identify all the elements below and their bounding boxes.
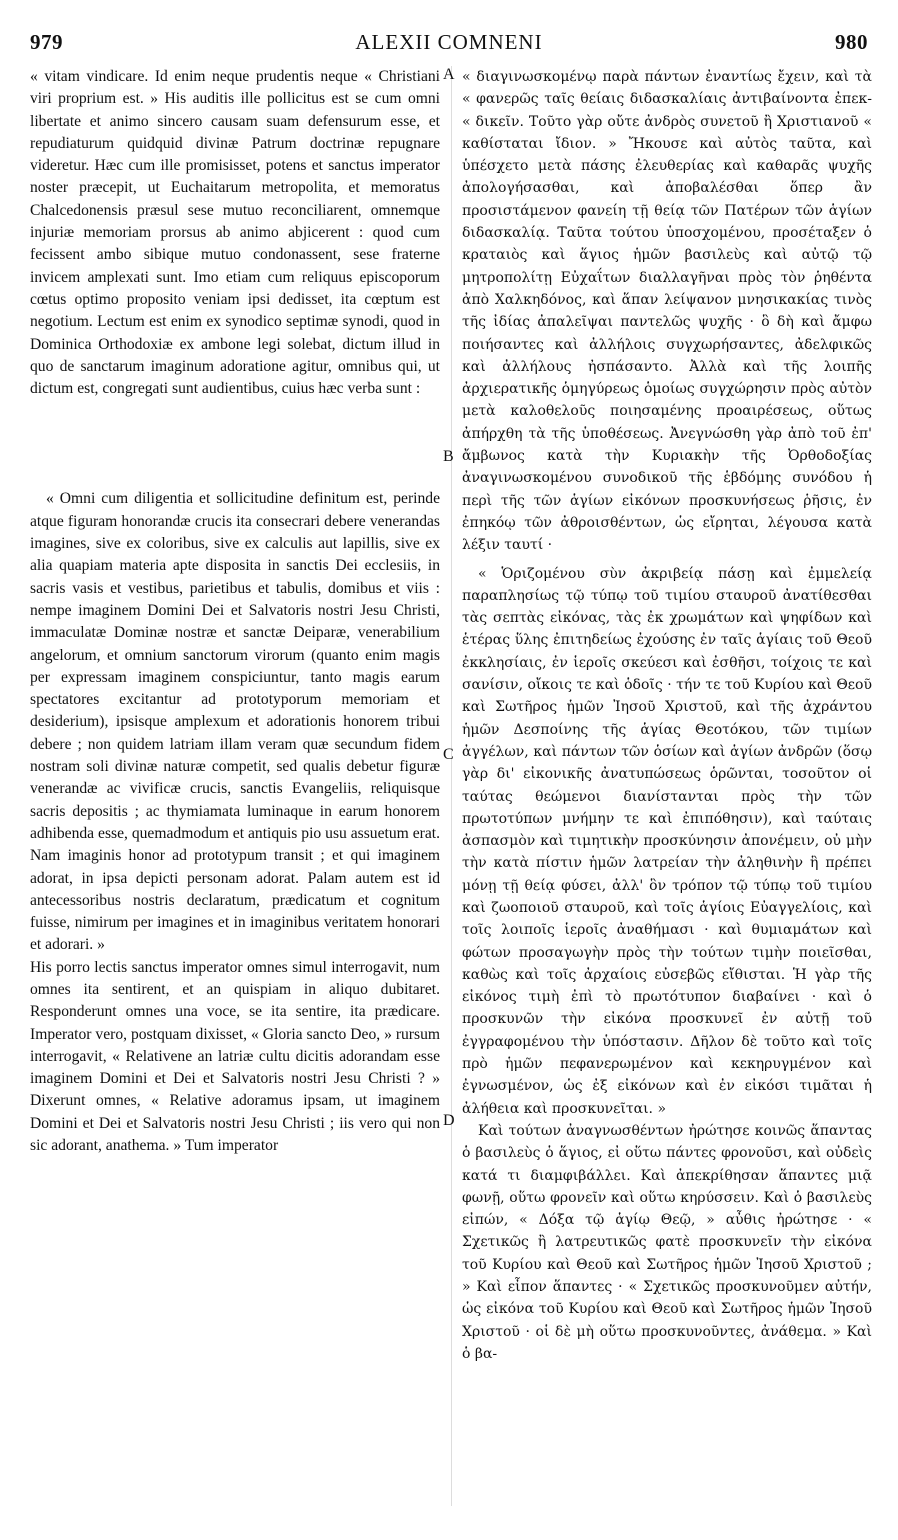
page-number-left: 979 [30,30,63,54]
greek-paragraph-1: « διαγινωσκομένῳ παρὰ πάντων ἐναντίως ἔχειν, καὶ τὰ « φανερῶς ταῖς θείαις διδασκαλίαις ἀντιβαίνοντα ἐπεκ- « δικεῖν. Τοῦτο γὰρ οὔτε ἀνδρὸς συνετοῦ ἢ Χριστιανοῦ « καθίσταται ἴδιον. » Ἤκουσε καὶ αὐτὸς ταῦτα, καὶ ὑπέσχετο μετὰ πάσης ἐλευθερίας καὶ καθαρᾶς ψυχῆς ἀπολογήσασθαι, καὶ ἀποβαλέσθαι ὅπερ ἂν προσιστάμενον φανείη τῇ θείᾳ τῶν Πατέρων τῶν ἁγίων διδασκαλίᾳ. Ταῦτα τούτου ὑποσχομένου, προσέταξεν ὁ κραταιὸς καὶ ἅγιος ἡμῶν βασιλεὺς καὶ αὐτῷ τῷ μητροπολίτῃ Εὐχαΐτων διαλλαγῆναι πρὸς τὸν ῥηθέντα ἀπὸ Χαλκηδόνος, καὶ ἅπαν λείψανον μνησικακίας τινὸς τῆς ἰδίας ἀπαλεῖψαι παντελῶς ψυχῆς · ὃ δὴ καὶ ἄμφω ποιήσαντες καὶ ἀλλήλοις συγχωρήσαντες, ἀδελφικῶς καὶ ἀλλήλους ἠσπάσαντο. Ἀλλὰ καὶ τῆς λοιπῆς ἀρχιερατικῆς ὁμηγύρεως ὁμοίως συγχώρησιν πρὸς αὐτὸν μετὰ καλοθελοῦς ποιησαμένης προαιρέσεως, οὕτως ἀπήρχθη τὰ τῆς ὑποθέσεως. Ἀνεγνώσθη γὰρ ἀπὸ τοῦ ἐπ' ἄμβωνος κατὰ τὴν Κυριακὴν τῆς Ὀρθοδοξίας ἀναγινωσκομένου συνοδικοῦ τῆς ἑβδόμης συνόδου ἡ περὶ τῆς τῶν ἁγίων εἰκόνων προσκυνήσεως ῥῆσις, ἐν ἐπηκόῳ τῶν ἀθροισθέντων, ὡς εἴρηται, λέγουσα κατὰ λέξιν ταυτί · [462,69,872,554]
column-spacer [30,400,440,488]
greek-paragraph-3: Καὶ τούτων ἀναγνωσθέντων ἠρώτησε κοινῶς ἅπαντας ὁ βασιλεὺς ὁ ἅγιος, εἰ οὕτω πάντες φρονοῦσι, καὶ οὐδεὶς κατά τι διαμφιβάλλει. Καὶ ἀπεκρίθησαν ἅπαντες μιᾷ φωνῇ, οὕτω φρονεῖν καὶ οὕτω κηρύσσειν. Καὶ ὁ βασιλεὺς εἰπών, « Δόξα τῷ ἁγίῳ Θεῷ, » αὖθις ἠρώτησε · « Σχετικῶς ἢ λατρευτικῶς φατὲ προσκυνεῖν τὴν εἰκόνα τοῦ Κυρίου καὶ Θεοῦ καὶ Σωτῆρος ἡμῶν Ἰησοῦ Χριστοῦ ; » Καὶ εἶπον ἅπαντες · « Σχετικῶς προσκυνοῦμεν αὐτήν, ὡς εἰκόνα τοῦ Κυρίου καὶ Θεοῦ καὶ Σωτῆρος ἡμῶν Ἰησοῦ Χριστοῦ · οἱ δὲ μὴ οὕτω προσκυνοῦντες, ἀνάθεμα. » Καὶ ὁ βα- [462,1122,872,1362]
margin-letter-a: A [443,66,455,83]
column-divider [451,66,452,1506]
margin-letter-c: C [443,746,454,763]
greek-paragraph-2: « Ὁριζομένου σὺν ἀκριβείᾳ πάσῃ καὶ ἐμμελείᾳ παραπλησίως τῷ τύπῳ τοῦ τιμίου σταυροῦ ἀνατίθεσθαι τὰς σεπτὰς εἰκόνας, τὰς ἐκ χρωμάτων καὶ ψηφίδων καὶ ἑτέρας ὕλης ἐπιτηδείως ἐχούσης ἐν ταῖς ἁγίαις τοῦ Θεοῦ ἐκκλησίαις, ἐν ἱεροῖς σκεύεσι καὶ ἐσθῆσι, τοίχοις τε καὶ σανίσιν, οἴκοις τε καὶ ὁδοῖς · τήν τε τοῦ Κυρίου καὶ Θεοῦ καὶ Σωτῆρος ἡμῶν Ἰησοῦ Χριστοῦ, καὶ τῆς ἀχράντου ἡμῶν Δεσποίνης τῆς ἁγίας Θεοτόκου, τῶν τιμίων ἀγγέλων, καὶ πάντων τῶν ὁσίων καὶ ἁγίων ἀνδρῶν (ὅσῳ γὰρ δι' εἰκονικῆς ἀνατυπώσεως ὁρῶνται, τοσοῦτον οἱ ταύτας θεώμενοι διανίστανται πρὸς τὴν τῶν πρωτοτύπων μνήμην τε καὶ ἐπιπόθησιν), καὶ ταύταις ἀσπασμὸν καὶ τιμητικὴν προσκύνησιν ἀπονέμειν, οὐ μὴν τὴν κατὰ πίστιν ἡμῶν λατρείαν τὴν ἀληθινὴν ἣ πρέπει μόνῃ τῇ θείᾳ φύσει, ἀλλ' ὃν τρόπον τῷ τύπῳ τοῦ τιμίου καὶ ζωοποιοῦ σταυροῦ, καὶ τοῖς ἁγίοις Εὐαγγελίοις, καὶ τοῖς λοιποῖς ἱεροῖς ἀναθήμασι · καὶ θυμιαμάτων καὶ φώτων προσαγωγὴν πρὸς τὴν τούτων τιμὴν ποιεῖσθαι, καθὼς καὶ τοῖς ἀρχαίοις εὐσεβῶς εἴθισται. Ἡ γὰρ τῆς εἰκόνος τιμὴ ἐπὶ τὸ πρωτότυπον διαβαίνει · καὶ ὁ προσκυνῶν τὴν εἰκόνα προσκυνεῖ ἐν αὐτῇ τοῦ ἐγγραφομένου τὴν ὑπόστασιν. Δῆλον δὲ τοῦτο καὶ τοῖς πρὸ ἡμῶν πεφανερωμένον καὶ κεκηρυγμένον καὶ ἐγνωσμένον, ὡς ἐξ εἰκόνων καὶ ἐν εἰκόσι τιμᾶται ἡ ἀλήθεια καὶ προσκυνεῖται. » [462,565,872,1117]
running-title: ALEXII COMNENI [355,30,543,54]
greek-column [462,66,872,1365]
margin-letter-b: B [443,448,454,465]
latin-column [30,66,440,1157]
page-number-right: 980 [835,30,868,54]
latin-paragraph-3: His porro lectis sanctus imperator omnes simul interrogavit, num omnes ita sentirent, et an quispiam in aliquo dubitaret. Responderunt omnes una voce, se ita sentire, ita prædicare. Imperator vero, postquam dixisset, « Gloria sancto Deo, » rursum interrogavit, « Relativene an latriæ cultu dicitis adorandam esse imaginem Domini et Dei et Salvatoris nostri Jesu Christi ? » Dixerunt omnes, « Relative adoramus ipsam, ut imaginem Domini et Dei et Salvatoris nostri Jesu Christi ; iis vero qui non sic adorant, anathema. » Tum imperator [30,958,440,1155]
latin-paragraph-2: « Omni cum diligentia et sollicitudine definitum est, perinde atque figuram honorandæ crucis ita consecrari debere venerandas imagines, sive ex coloribus, sive ex calculis aut lapillis, sive ex alia quapiam materia apte disposita in sanctis Dei ecclesiis, in sacris vasis et vestibus, parietibus et tabulis, domibus et viis : nempe imaginem Domini Dei et Salvatoris nostri Jesu Christi, immaculatæ Dominæ nostræ et sanctæ Deiparæ, venerabilium angelorum, et omnium sanctorum virorum (quanto enim magis per expressam imaginem conspiciuntur, tanto magis earum spectatores excitantur ad prototyporum memoriam et desiderium), ipsisque amplexum et adorationis honorem tribui debere ; non quidem latriam illam veram quæ secundum fidem nostram soli divinæ naturæ competit, sed qualis debetur figuræ venerandæ ac vivificæ crucis, sanctis Evangeliis, reliquisque sacris depositis ; ac thymiamata luminaque in earum honorem adhibenda esse, quemadmodum et antiquis pio usu assuetum erat. Nam imaginis honor ad prototypum transit ; et qui imaginem adorat, in ipsa depicti personam adorat. Palam autem est id antecessoribus nostris declaratum, prædicatum et cognitum fuisse, nimirum per imagines et in imaginibus veritatem honorari et adorari. » [30,490,440,954]
running-header [0,30,898,64]
margin-letter-d: D [443,1112,455,1129]
latin-paragraph-1: « vitam vindicare. Id enim neque prudentis neque « Christiani viri proprium est. » His auditis ille pollicitus est se cum omni libertate et animo sincero causam suam defensurum esse, et repudiaturum quidquid divinæ Patrum doctrinæ repugnare videretur. Hæc cum ille promisisset, potens et sanctus imperator noster præcepit, ut Euchaitarum metropolita, et memoratus Chalcedonensis præsul sese mutuo reconciliarent, omnemque injuriæ memoriam prorsus ab animo abjicerent : quod cum fecissent ambo sibique mutuo condonassent, sese fraterne invicem amplexati sunt. Imo etiam cum reliquus episcoporum cœtus optimo proposito veniam ipsi dedisset, ita cœptum est negotium. Lectum est enim ex synodico septimæ synodi, quod in Dominica Orthodoxiæ ex ambone legi solebat, dictum illud in quo de sanctarum imaginum adoratione agitur, omnibus qui, ut dictum est, congregati sunt audientibus, cuius hæc verba sunt : [30,68,440,398]
